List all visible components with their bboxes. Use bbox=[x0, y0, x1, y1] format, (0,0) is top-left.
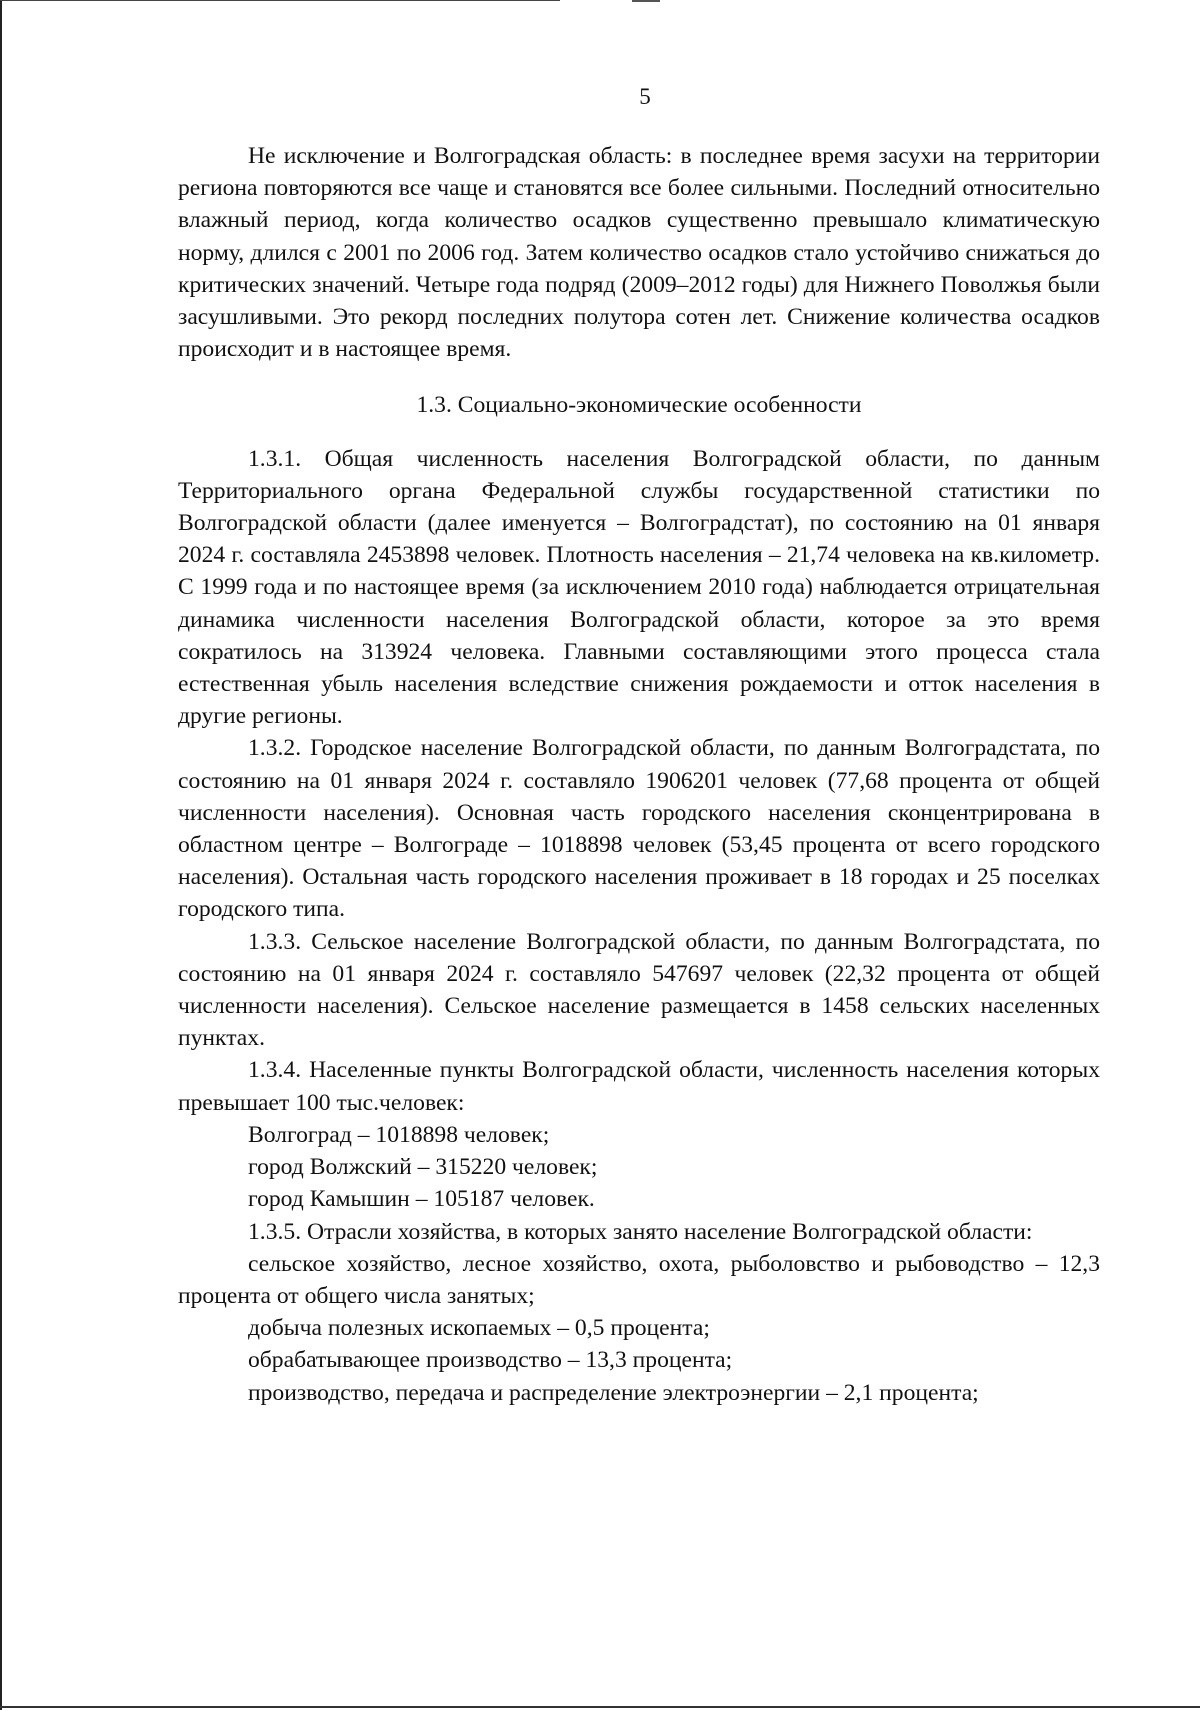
list-item-branch-mining: добыча полезных ископаемых – 0,5 процента; bbox=[248, 1315, 710, 1342]
list-item-city-kamyshin: город Камышин – 105187 человек. bbox=[248, 1186, 595, 1213]
paragraph-1-3-5: 1.3.5. Отрасли хозяйства, в которых занято население Волгоградской области: bbox=[248, 1218, 1033, 1245]
list-item-branch-agriculture: сельское хозяйство, лесное хозяйство, охота, рыболовство и рыбоводство – 12,3 процента от общего числа занятых; bbox=[178, 1250, 1100, 1309]
paragraph-drought: Не исключение и Волгоградская область: в последнее время засухи на территории региона повторяются все чаще и становятся все более сильными. Последний относительно влажный период, когда количество осадков существенно превышало климатическую норму, длился с 2001 по 2006 год. Затем количество осадков стало устойчиво снижаться до критических значений. Четыре года подряд (2009–2012 годы) для Нижнего Поволжья были засушливыми. Это рекорд последних полутора сотен лет. Снижение количества осадков происходит и в настоящее время. bbox=[178, 143, 1100, 363]
scan-edge-left bbox=[0, 0, 2, 1710]
scan-edge-top-mark bbox=[632, 0, 660, 2]
list-item-city-volgograd: Волгоград – 1018898 человек; bbox=[248, 1121, 550, 1148]
scan-edge-bottom bbox=[0, 1706, 1200, 1708]
paragraph-1-3-3: 1.3.3. Сельское население Волгоградской области, по данным Волгоградстата, по состоянию на 01 января 2024 г. составляло 547697 человек (22,32 процента от общей численности населения). Сельское население размещается в 1458 сельских населенных пунктах. bbox=[178, 928, 1100, 1052]
list-item-branch-electricity: производство, передача и распределение электроэнергии – 2,1 процента; bbox=[248, 1379, 979, 1406]
list-item-city-volzhsky: город Волжский – 315220 человек; bbox=[248, 1154, 598, 1181]
paragraph-1-3-1: 1.3.1. Общая численность населения Волгоградской области, по данным Территориального органа Федеральной службы государственной статистики по Волгоградской области (далее именуется – Волгоградстат), по состоянию на 01 января 2024 г. составляла 2453898 человек. Плотность населения – 21,74 человека на кв.километр. С 1999 года и по настоящее время (за исключением 2010 года) наблюдается отрицательная динамика численности населения Волгоградской области, которое за это время сократилось на 313924 человека. Главными составляющими этого процесса стала естественная убыль населения вследствие снижения рождаемости и отток населения в другие регионы. bbox=[178, 445, 1100, 730]
paragraph-1-3-4: 1.3.4. Населенные пункты Волгоградской области, численность населения которых превышает 100 тыс.человек: bbox=[178, 1057, 1100, 1116]
document-body bbox=[178, 140, 1100, 1409]
scan-edge-top bbox=[0, 0, 560, 1]
list-item-branch-manufacturing: обрабатывающее производство – 13,3 процента; bbox=[248, 1347, 733, 1374]
section-heading: 1.3. Социально-экономические особенности bbox=[416, 392, 862, 419]
paragraph-1-3-2: 1.3.2. Городское население Волгоградской области, по данным Волгоградстата, по состоянию на 01 января 2024 г. составляло 1906201 человек (77,68 процента от общей численности населения). Основная часть городского населения сконцентрирована в областном центре – Волгограде – 1018898 человек (53,45 процента от всего городского населения). Остальная часть городского населения проживает в 18 городах и 25 поселках городского типа. bbox=[178, 735, 1100, 923]
page-number: 5 bbox=[639, 84, 651, 109]
